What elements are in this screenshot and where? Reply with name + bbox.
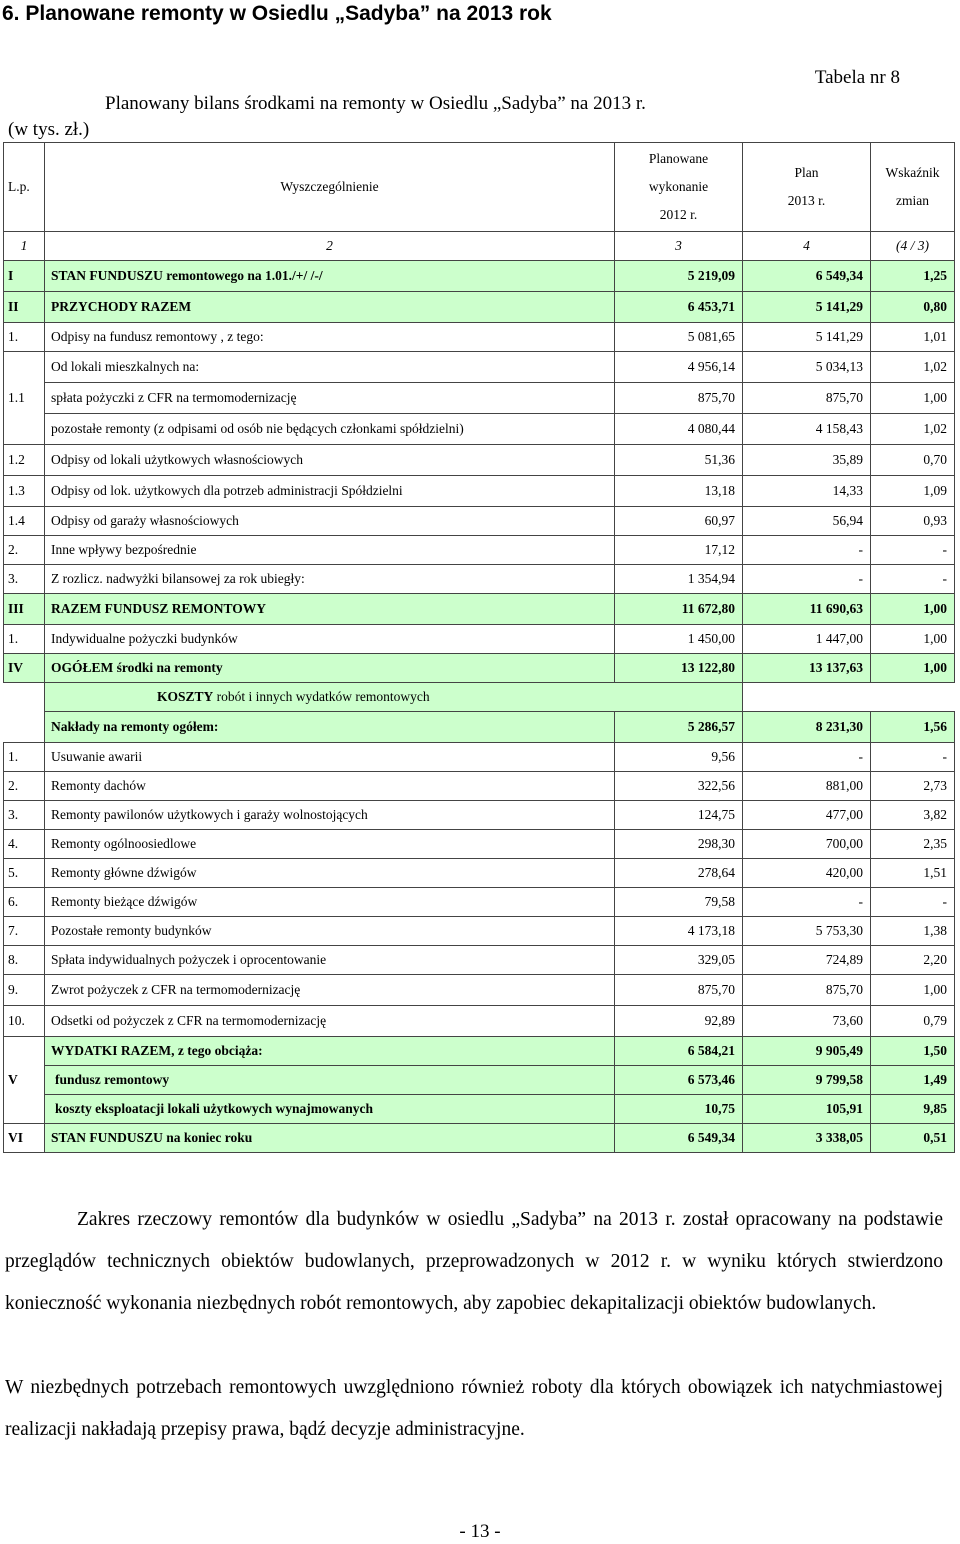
table-row	[4, 323, 955, 352]
row-description: Od lokali mieszkalnych na:	[45, 352, 615, 383]
row-index: 0,93	[871, 507, 955, 536]
row-value-2012: 278,64	[615, 859, 743, 888]
row-index: 1,02	[871, 414, 955, 445]
row-value-2012: 5 286,57	[615, 712, 743, 743]
row-description: pozostałe remonty (z odpisami od osób nie będących członkami spółdzielni)	[45, 414, 615, 445]
paragraph-scope: Zakres rzeczowy remontów dla budynków w osiedlu „Sadyba” na 2013 r. został opracowany na podstawie przeglądów technicznych obiektów budowlanych, przeprowadzonych w 2012 r. w wyniku których stwierdzono konieczność wykonania niezbędnych robót remontowych, aby zapobiec dekapitalizacji obiektów budowlanych.	[5, 1209, 943, 1314]
row-lp: 9.	[4, 975, 45, 1006]
table-row	[4, 625, 955, 654]
row-value-2013: 875,70	[743, 975, 871, 1006]
row-value-2013: 1 447,00	[743, 625, 871, 654]
table-row	[4, 1066, 955, 1095]
table-row	[4, 712, 955, 743]
row-index: -	[871, 536, 955, 565]
row-value-2013: 9 799,58	[743, 1066, 871, 1095]
table-row	[4, 946, 955, 975]
column-number-row	[4, 232, 955, 261]
table-row	[4, 654, 955, 683]
row-index: 1,56	[871, 712, 955, 743]
row-value-2012: 13,18	[615, 476, 743, 507]
table-row	[4, 565, 955, 594]
row-description: Remonty bieżące dźwigów	[45, 888, 615, 917]
row-lp: 2.	[4, 772, 45, 801]
row-lp	[4, 683, 45, 712]
row-value-2012: 298,30	[615, 830, 743, 859]
row-value-2013: 881,00	[743, 772, 871, 801]
header-index-line1: Wskaźnik	[885, 165, 940, 180]
row-value-2013: 14,33	[743, 476, 871, 507]
table-row	[4, 888, 955, 917]
row-lp	[4, 712, 45, 743]
row-value-2012: 4 956,14	[615, 352, 743, 383]
row-value-2013	[743, 683, 871, 712]
row-value-2012: 322,56	[615, 772, 743, 801]
row-description: Inne wpływy bezpośrednie	[45, 536, 615, 565]
row-lp: 3.	[4, 565, 45, 594]
row-value-2012: 10,75	[615, 1095, 743, 1124]
row-index: 1,00	[871, 625, 955, 654]
row-lp: 4.	[4, 830, 45, 859]
row-description: STAN FUNDUSZU na koniec roku	[45, 1124, 615, 1153]
row-description: fundusz remontowy	[45, 1066, 615, 1095]
row-index: 1,25	[871, 261, 955, 292]
row-lp: III	[4, 594, 45, 625]
row-lp: IV	[4, 654, 45, 683]
header-planned-execution	[615, 143, 743, 232]
row-value-2013: -	[743, 565, 871, 594]
header-plan-line1: Plan	[794, 165, 819, 180]
row-value-2013: 724,89	[743, 946, 871, 975]
row-description: Remonty ogólnoosiedlowe	[45, 830, 615, 859]
row-description: Odpisy od lok. użytkowych dla potrzeb administracji Spółdzielni	[45, 476, 615, 507]
column-number: 2	[45, 232, 615, 261]
table-row	[4, 859, 955, 888]
row-description: WYDATKI RAZEM, z tego obciąża:	[45, 1037, 615, 1066]
row-description: Odsetki od pożyczek z CFR na termomodernizację	[45, 1006, 615, 1037]
row-value-2013: 8 231,30	[743, 712, 871, 743]
header-planned-line1: Planowane	[648, 151, 709, 166]
table-row	[4, 536, 955, 565]
row-value-2013: 5 753,30	[743, 917, 871, 946]
row-value-2012: 6 453,71	[615, 292, 743, 323]
row-lp: 1.2	[4, 445, 45, 476]
table-row	[4, 352, 955, 383]
row-description: Usuwanie awarii	[45, 743, 615, 772]
row-value-2013: 477,00	[743, 801, 871, 830]
row-value-2013: -	[743, 743, 871, 772]
row-value-2013: 6 549,34	[743, 261, 871, 292]
table-row	[4, 772, 955, 801]
row-index: 1,50	[871, 1037, 955, 1066]
row-index: 1,51	[871, 859, 955, 888]
table-row	[4, 1037, 955, 1066]
row-lp: 1.	[4, 743, 45, 772]
row-value-2013: 13 137,63	[743, 654, 871, 683]
table-row	[4, 975, 955, 1006]
row-value-2012: 6 549,34	[615, 1124, 743, 1153]
row-value-2013: 35,89	[743, 445, 871, 476]
row-description: Spłata indywidualnych pożyczek i oprocentowanie	[45, 946, 615, 975]
row-value-2012: 5 081,65	[615, 323, 743, 352]
costs-heading-rest: robót i innych wydatków remontowych	[213, 689, 430, 704]
budget-table	[3, 142, 955, 1153]
row-index: 0,80	[871, 292, 955, 323]
row-description: Odpisy na fundusz remontowy , z tego:	[45, 323, 615, 352]
table-row	[4, 445, 955, 476]
row-value-2013: -	[743, 536, 871, 565]
row-description: PRZYCHODY RAZEM	[45, 292, 615, 323]
row-index: 0,51	[871, 1124, 955, 1153]
table-row	[4, 261, 955, 292]
column-number: 4	[743, 232, 871, 261]
row-value-2012: 875,70	[615, 975, 743, 1006]
costs-section-heading	[45, 683, 743, 712]
row-index: 1,00	[871, 654, 955, 683]
header-index	[871, 143, 955, 232]
units-label: (w tys. zł.)	[8, 119, 90, 140]
row-lp: 8.	[4, 946, 45, 975]
row-value-2012: 79,58	[615, 888, 743, 917]
row-index: -	[871, 565, 955, 594]
row-value-2012: 875,70	[615, 383, 743, 414]
header-planned-line3: 2012 r.	[659, 207, 698, 222]
row-value-2013: 875,70	[743, 383, 871, 414]
row-value-2012: 124,75	[615, 801, 743, 830]
row-value-2012: 9,56	[615, 743, 743, 772]
row-index: 1,49	[871, 1066, 955, 1095]
row-value-2012: 60,97	[615, 507, 743, 536]
table-row	[4, 1006, 955, 1037]
row-value-2013: 11 690,63	[743, 594, 871, 625]
row-description: Zwrot pożyczek z CFR na termomodernizację	[45, 975, 615, 1006]
table-row	[4, 1124, 955, 1153]
table-row	[4, 1095, 955, 1124]
table-row	[4, 743, 955, 772]
row-index: -	[871, 888, 955, 917]
column-number: 1	[4, 232, 45, 261]
row-lp: V	[4, 1037, 45, 1124]
row-lp: 10.	[4, 1006, 45, 1037]
row-value-2012: 6 573,46	[615, 1066, 743, 1095]
row-value-2013: 4 158,43	[743, 414, 871, 445]
row-value-2013: 5 034,13	[743, 352, 871, 383]
row-index: 2,20	[871, 946, 955, 975]
row-lp: 1.	[4, 625, 45, 654]
section-heading: 6. Planowane remonty w Osiedlu „Sadyba” na 2013 rok	[2, 2, 552, 25]
row-value-2013: 105,91	[743, 1095, 871, 1124]
page-number: - 13 -	[459, 1521, 501, 1542]
table-number: Tabela nr 8	[814, 67, 900, 88]
row-value-2013: -	[743, 888, 871, 917]
row-lp: 3.	[4, 801, 45, 830]
row-description: Z rozlicz. nadwyżki bilansowej za rok ubiegły:	[45, 565, 615, 594]
row-value-2012: 6 584,21	[615, 1037, 743, 1066]
row-lp: 2.	[4, 536, 45, 565]
row-lp: 6.	[4, 888, 45, 917]
header-index-line2: zmian	[896, 193, 929, 208]
row-value-2013: 700,00	[743, 830, 871, 859]
row-description: STAN FUNDUSZU remontowego na 1.01./+/ /-/	[45, 261, 615, 292]
row-description: Nakłady na remonty ogółem:	[45, 712, 615, 743]
row-description: RAZEM FUNDUSZ REMONTOWY	[45, 594, 615, 625]
row-description: OGÓŁEM środki na remonty	[45, 654, 615, 683]
row-value-2012: 1 450,00	[615, 625, 743, 654]
row-lp: 7.	[4, 917, 45, 946]
row-value-2012: 17,12	[615, 536, 743, 565]
row-index: 2,73	[871, 772, 955, 801]
row-index: 1,38	[871, 917, 955, 946]
table-row	[4, 383, 955, 414]
row-index: 0,79	[871, 1006, 955, 1037]
row-lp: I	[4, 261, 45, 292]
costs-section-row	[4, 683, 955, 712]
table-row	[4, 917, 955, 946]
row-index: 2,35	[871, 830, 955, 859]
row-description: Odpisy od lokali użytkowych własnościowych	[45, 445, 615, 476]
row-lp: VI	[4, 1124, 45, 1153]
row-index: 1,01	[871, 323, 955, 352]
row-index: 1,09	[871, 476, 955, 507]
row-lp: II	[4, 292, 45, 323]
row-index: 0,70	[871, 445, 955, 476]
row-value-2012: 4 173,18	[615, 917, 743, 946]
row-index	[871, 683, 955, 712]
row-description: spłata pożyczki z CFR na termomodernizację	[45, 383, 615, 414]
row-index: 1,02	[871, 352, 955, 383]
row-index: 1,00	[871, 594, 955, 625]
row-index: -	[871, 743, 955, 772]
row-description: Indywidualne pożyczki budynków	[45, 625, 615, 654]
row-index: 1,00	[871, 975, 955, 1006]
row-index: 3,82	[871, 801, 955, 830]
table-row	[4, 830, 955, 859]
row-value-2012: 11 672,80	[615, 594, 743, 625]
row-value-2013: 5 141,29	[743, 292, 871, 323]
row-value-2013: 73,60	[743, 1006, 871, 1037]
row-description: Pozostałe remonty budynków	[45, 917, 615, 946]
row-value-2013: 56,94	[743, 507, 871, 536]
row-value-2012: 4 080,44	[615, 414, 743, 445]
row-description: Remonty główne dźwigów	[45, 859, 615, 888]
paragraph-needs: W niezbędnych potrzebach remontowych uwzględniono również roboty dla których obowiązek ich natychmiastowej realizacji nakładają przepisy prawa, bądź decyzje administracyjne.	[5, 1377, 943, 1440]
row-value-2013: 3 338,05	[743, 1124, 871, 1153]
row-lp: 1.3	[4, 476, 45, 507]
header-plan-line2: 2013 r.	[787, 193, 826, 208]
column-number: (4 / 3)	[871, 232, 955, 261]
row-value-2012: 13 122,80	[615, 654, 743, 683]
row-value-2013: 5 141,29	[743, 323, 871, 352]
costs-heading-bold: KOSZTY	[157, 689, 214, 704]
row-lp: 5.	[4, 859, 45, 888]
table-row	[4, 594, 955, 625]
row-index: 9,85	[871, 1095, 955, 1124]
row-description: Remonty dachów	[45, 772, 615, 801]
row-lp: 1.1	[4, 352, 45, 445]
row-value-2012: 51,36	[615, 445, 743, 476]
row-value-2013: 9 905,49	[743, 1037, 871, 1066]
header-plan	[743, 143, 871, 232]
row-value-2012: 329,05	[615, 946, 743, 975]
row-index: 1,00	[871, 383, 955, 414]
column-number: 3	[615, 232, 743, 261]
row-description: Odpisy od garaży własnościowych	[45, 507, 615, 536]
table-row	[4, 801, 955, 830]
table-row	[4, 292, 955, 323]
table-row	[4, 476, 955, 507]
table-header-row	[4, 143, 955, 232]
header-description: Wyszczególnienie	[45, 143, 615, 232]
row-description: koszty eksploatacji lokali użytkowych wynajmowanych	[45, 1095, 615, 1124]
header-lp: L.p.	[4, 143, 45, 232]
table-row	[4, 507, 955, 536]
table-title: Planowany bilans środkami na remonty w Osiedlu „Sadyba” na 2013 r.	[105, 93, 646, 114]
row-value-2012: 5 219,09	[615, 261, 743, 292]
table-row	[4, 414, 955, 445]
row-lp: 1.4	[4, 507, 45, 536]
header-planned-line2: wykonanie	[648, 179, 709, 194]
row-value-2012: 92,89	[615, 1006, 743, 1037]
row-value-2012: 1 354,94	[615, 565, 743, 594]
row-value-2013: 420,00	[743, 859, 871, 888]
row-description: Remonty pawilonów użytkowych i garaży wolnostojących	[45, 801, 615, 830]
row-lp: 1.	[4, 323, 45, 352]
